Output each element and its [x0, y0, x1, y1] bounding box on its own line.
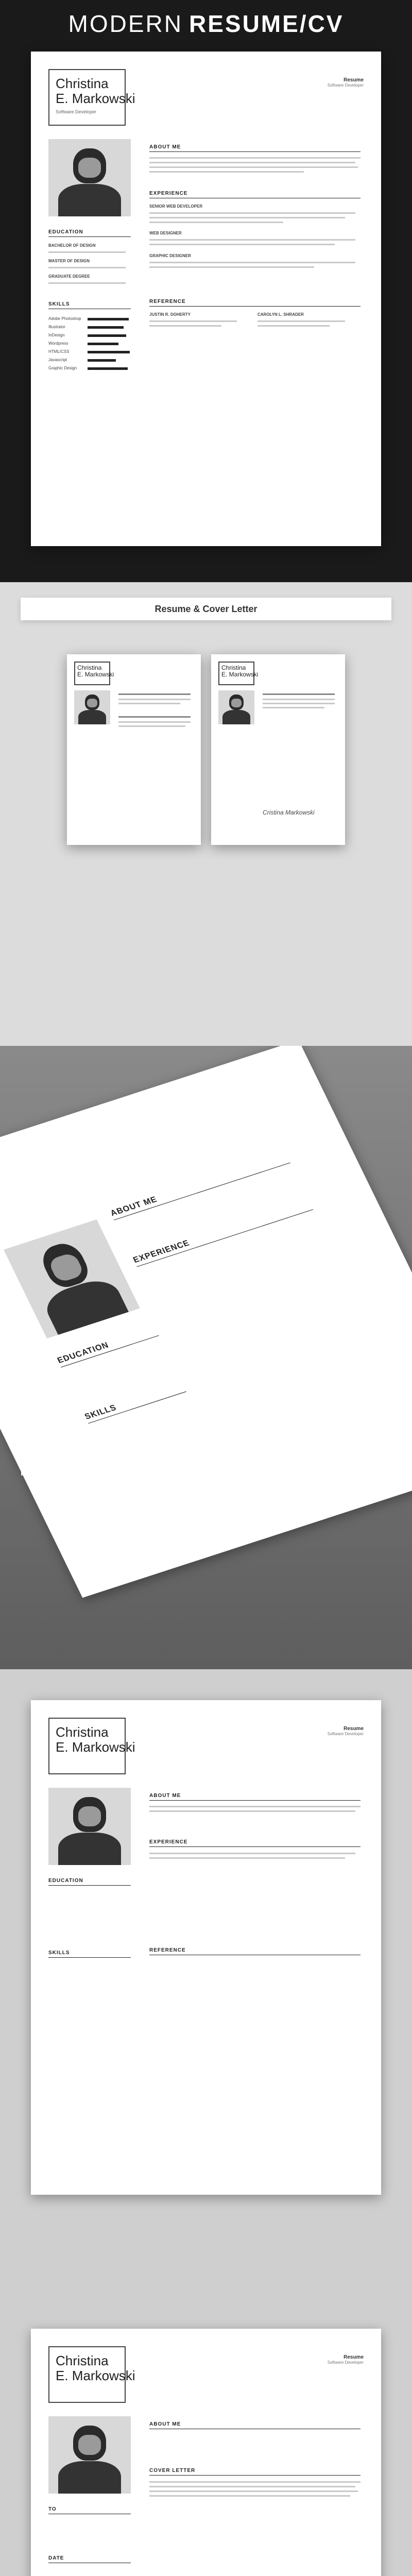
reference-heading: REFERENCE — [149, 299, 360, 307]
skills-heading: SKILLS — [48, 301, 131, 309]
promo-text: VERY EASY TO CUSTOMIZE FOR YOUR NEEDS — [21, 1444, 109, 1478]
thumb-resume: Christina E. Markowski — [67, 654, 201, 845]
profile-photo — [48, 139, 131, 216]
resume-page: Christina E. Markowski Software Developer Resume Software Developer EDUCATION BACHELOR OF DESIGN MASTER OF DESIGN GRADUATE DEGREE SKILLS Adobe Photoshop Illustrator InDesign Wordpress HTML/CSS Javascript Graphic Design ABOUT ME EXPERIENCE SENIOR WEB DEVELOPER WEB DESIGNER GRAPHIC DESIGNER REFERENCE JUSTIN R. DOHERTY CAROLYN L. SHRADER — [31, 52, 381, 546]
tilted-resume: ABOUT ME EXPERIENCE EDUCATION SKILLS — [0, 1046, 412, 1598]
about-heading: ABOUT ME — [149, 144, 360, 152]
resume-label: Resume Software Developer — [327, 77, 364, 88]
banner-resume-cover: Resume & Cover Letter — [21, 598, 391, 620]
thumb-cover: Christina E. Markowski Cristina Markowski — [211, 654, 345, 845]
cover-letter-section — [0, 2298, 412, 2576]
resume-name: Christina E. Markowski — [56, 76, 135, 106]
cover-letter-page: Christina E. Markowski Resume Software Developer TO DATE ABOUT ME COVER LETTER — [31, 2329, 381, 2576]
hero-title: MODERN RESUME/CV — [68, 10, 344, 37]
hero-section — [0, 0, 412, 582]
experience-heading: EXPERIENCE — [149, 191, 360, 198]
preview-section — [0, 582, 412, 1046]
resume-detail-section — [0, 1669, 412, 2298]
education-heading: EDUCATION — [48, 229, 131, 237]
resume-page-2: Christina E. Markowski Resume Software Developer EDUCATION SKILLS ABOUT ME EXPERIENCE REFERENCE — [31, 1700, 381, 2195]
perspective-section — [0, 1046, 412, 1669]
